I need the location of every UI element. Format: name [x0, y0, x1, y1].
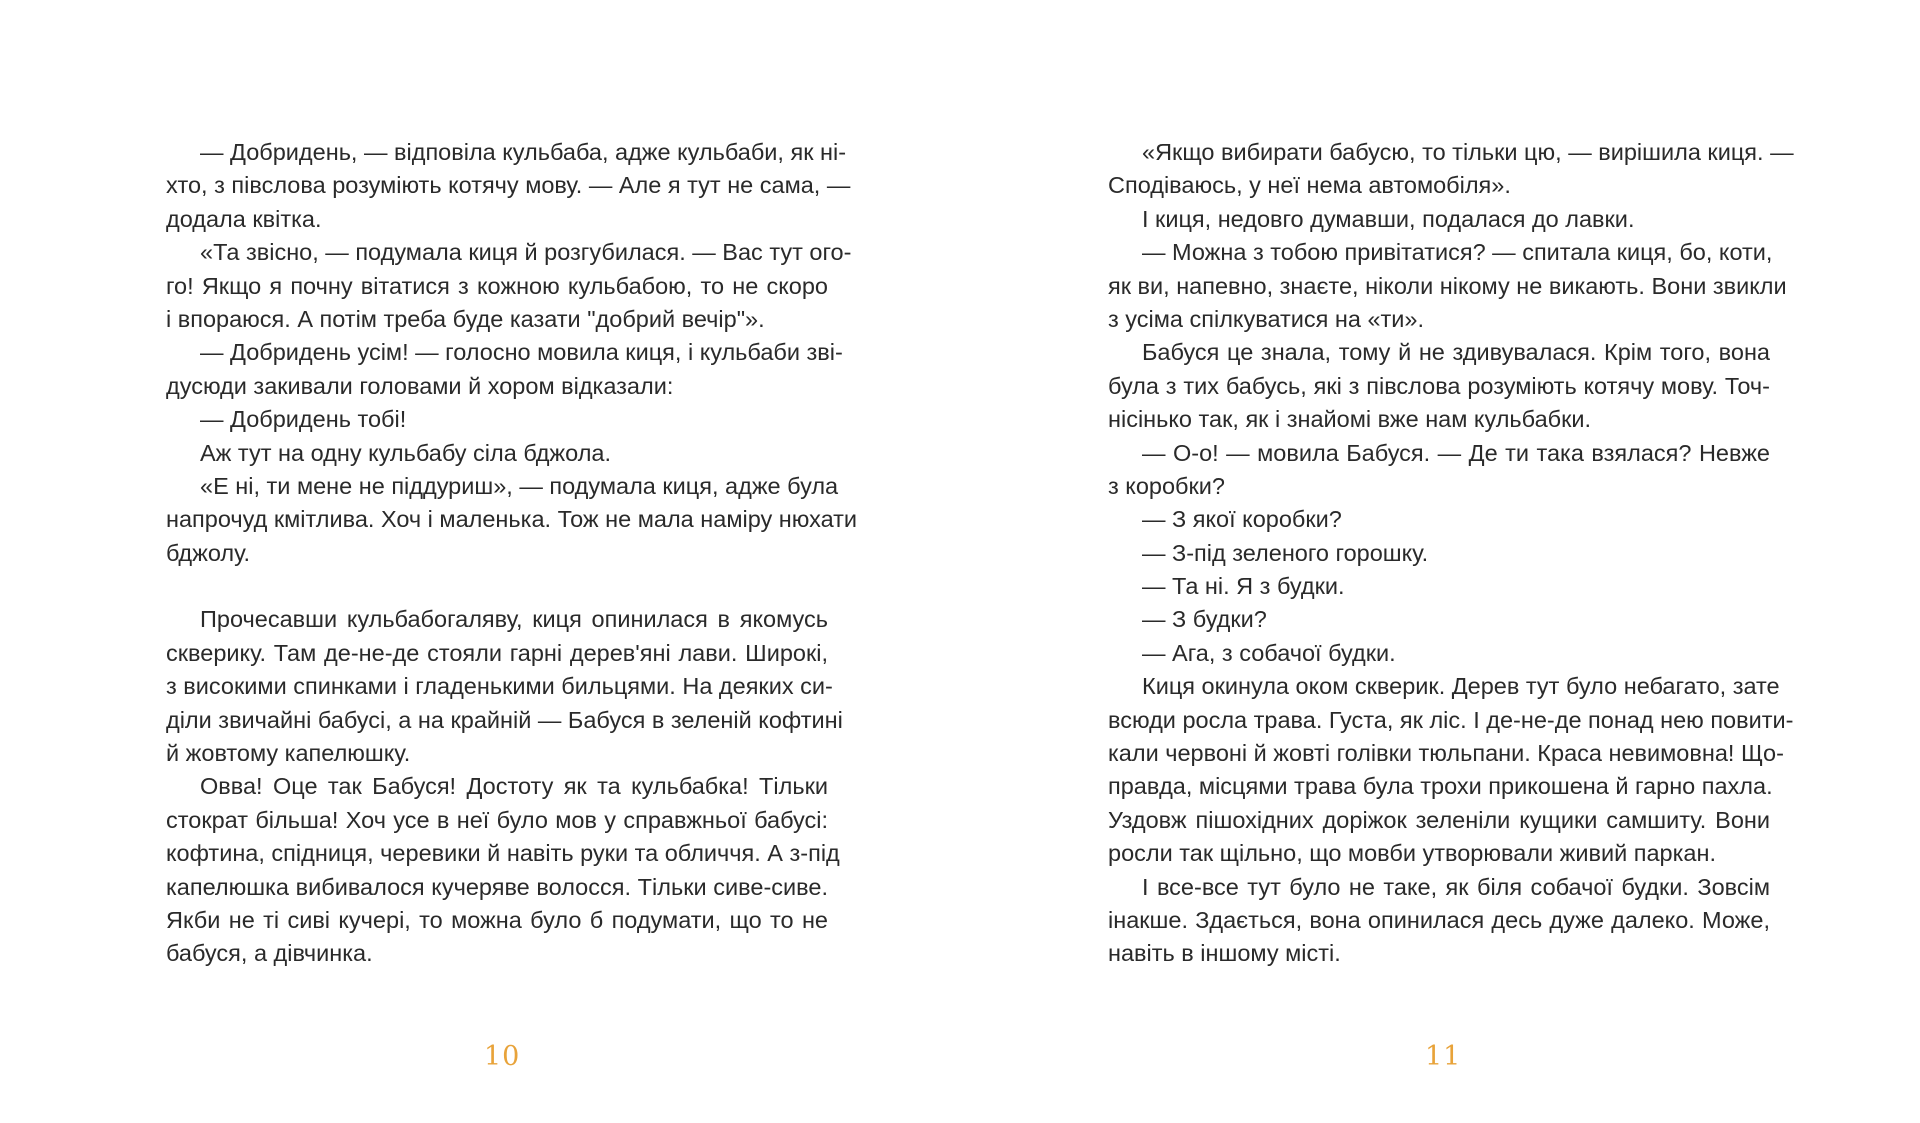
text-line: напрочуд кмітлива. Хоч і маленька. Тож не мала наміру нюхати: [166, 506, 858, 533]
text-line: бабуся, а дівчинка.: [166, 940, 373, 967]
text-line: «Е ні, ти мене не піддуриш», — подумала киця, адже була: [200, 472, 839, 499]
text-line: Бабуся це знала, тому й не здивувалася. Крім того, вона: [1142, 339, 1770, 366]
text-line: стократ більша! Хоч усе в неї було мов у справжньої бабусі:: [166, 806, 828, 833]
text-line: скверику. Там де-не-де стояли гарні дерев'яні лави. Широкі,: [166, 639, 828, 666]
text-line: кали червоні й жовті голівки тюльпани. Краса невимовна! Що-: [1108, 740, 1784, 767]
text-line: з коробки?: [1108, 472, 1225, 499]
text-line: правда, місцями трава була трохи прикошена й гарно пахла.: [1108, 773, 1773, 800]
text-line: «Якщо вибирати бабусю, то тільки цю, — вирішила киця. —: [1142, 139, 1794, 165]
text-line: як ви, напевно, знаєте, ніколи нікому не викають. Вони звикли: [1108, 272, 1787, 299]
text-line: хто, з півслова розуміють котячу мову. — Але я тут не сама, —: [166, 172, 851, 199]
right-page: [960, 0, 1920, 1123]
text-line: — Можна з тобою привітатися? — спитала киця, бо, коти,: [1142, 239, 1773, 266]
text-line: «Та звісно, — подумала киця й розгубилася. — Вас тут ого-: [200, 239, 852, 266]
page-number-right: 11: [1425, 1041, 1462, 1072]
text-line: Уздовж пішохідних доріжок зеленіли кущики самшиту. Вони: [1108, 806, 1770, 833]
text-line: — Ага, з собачої будки.: [1142, 639, 1396, 666]
text-line: — Добридень тобі!: [200, 406, 407, 433]
text-line: І киця, недовго думавши, подалася до лавки.: [1142, 205, 1635, 232]
text-line: — З-під зеленого горошку.: [1142, 539, 1429, 566]
text-line: була з тих бабусь, які з півслова розуміють котячу мову. Точ-: [1108, 372, 1770, 399]
text-line: нісінько так, як і знайомі вже нам кульбабки.: [1108, 406, 1592, 433]
text-line: дусюди закивали головами й хором відказали:: [166, 372, 674, 399]
text-line: і впораюся. А потім треба буде казати "добрий вечір"».: [166, 305, 765, 332]
paragraph-gap: [166, 570, 828, 603]
text-line: бджолу.: [166, 539, 251, 566]
text-line: — З будки?: [1142, 606, 1267, 633]
text-line: й жовтому капелюшку.: [166, 740, 411, 767]
text-line: І все-все тут було не таке, як біля собачої будки. Зовсім: [1142, 873, 1770, 900]
page-number-left: 10: [484, 1041, 521, 1072]
text-line: капелюшка вибивалося кучеряве волосся. Тільки сиве-сиве.: [166, 873, 828, 900]
text-line: — З якої коробки?: [1142, 506, 1342, 533]
text-line: — Добридень усім! — голосно мовила киця, і кульбаби зві-: [200, 339, 843, 366]
right-page-text: [1108, 136, 1794, 971]
text-line: — Добридень, — відповіла кульбаба, адже кульбаби, як ні-: [200, 139, 847, 165]
left-page-text: [166, 136, 858, 971]
text-line: — Та ні. Я з будки.: [1142, 573, 1345, 600]
text-line: всюди росла трава. Густа, як ліс. І де-не-де понад нею повити-: [1108, 706, 1794, 733]
text-line: Прочесавши кульбабогаляву, киця опинилася в якомусь: [200, 606, 828, 633]
text-line: — О-о! — мовила Бабуся. — Де ти така взялася? Невже: [1142, 439, 1770, 466]
text-line: Сподіваюсь, у неї нема автомобіля».: [1108, 172, 1511, 199]
text-line: додала квітка.: [166, 205, 322, 232]
text-line: кофтина, спідниця, черевики й навіть руки та обличчя. А з-під: [166, 840, 840, 867]
text-line: Якби не ті сиві кучері, то можна було б подумати, що то не: [166, 906, 828, 933]
text-line: інакше. Здається, вона опинилася десь дуже далеко. Може,: [1108, 906, 1770, 933]
text-line: навіть в іншому місті.: [1108, 940, 1341, 967]
text-line: Киця окинула оком скверик. Дерев тут було небагато, зате: [1142, 673, 1780, 700]
text-line: Овва! Оце так Бабуся! Достоту як та кульбабка! Тільки: [200, 773, 828, 800]
text-line: з усіма спілкуватися на «ти».: [1108, 305, 1425, 332]
text-line: діли звичайні бабусі, а на крайній — Бабуся в зеленій кофтині: [166, 706, 843, 733]
text-line: го! Якщо я почну вітатися з кожною кульбабою, то не скоро: [166, 272, 828, 299]
text-line: з високими спинками і гладенькими бильцями. На деяких си-: [166, 673, 833, 700]
text-line: Аж тут на одну кульбабу сіла бджола.: [200, 439, 612, 466]
text-line: росли так щільно, що мовби утворювали живий паркан.: [1108, 840, 1716, 867]
